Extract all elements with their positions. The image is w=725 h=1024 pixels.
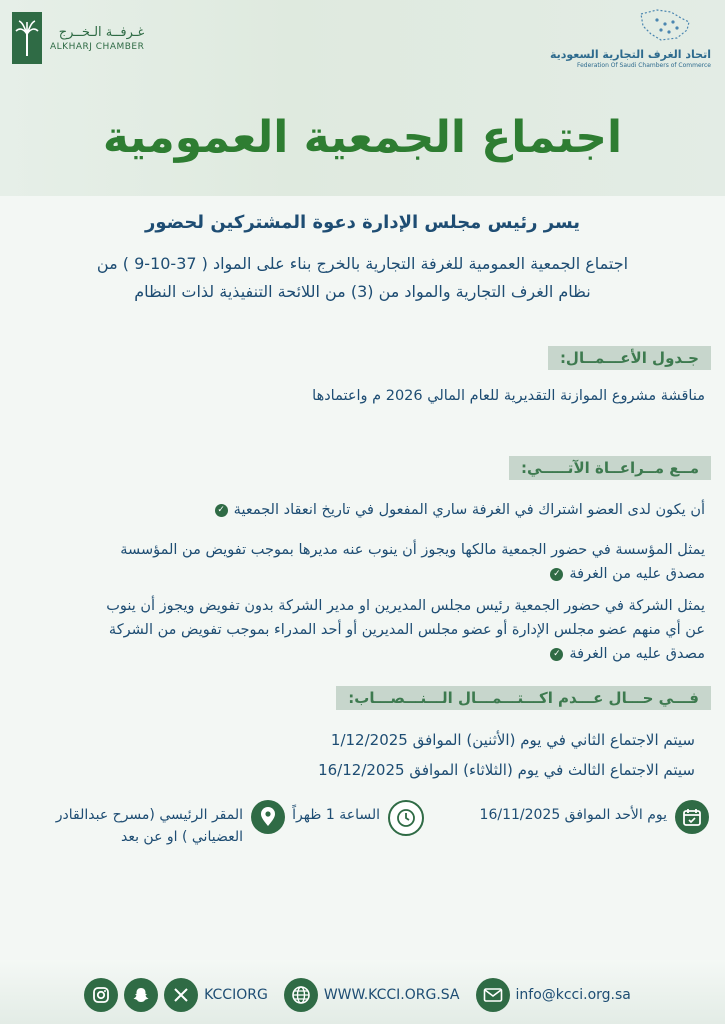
location-pin-icon [251, 800, 285, 834]
requirement-1-text: أن يكون لدى العضو اشتراك في الغرفة ساري المفعول في تاريخ انعقاد الجمعية [233, 502, 705, 518]
clock-icon [388, 800, 424, 836]
federation-logo [511, 8, 711, 69]
requirement-3-line-1: يمثل الشركة في حضور الجمعية رئيس مجلس المديرين او مدير الشركة بدون تفويض ويجوز أن ينوب [106, 598, 705, 614]
logo-english-name: ALKHARJ CHAMBER [50, 41, 145, 52]
requirement-3-line-3: مصدق عليه من الغرفة✓ [20, 642, 705, 666]
check-icon: ✓ [215, 504, 228, 517]
x-twitter-icon[interactable] [164, 978, 198, 1012]
requirement-1 [20, 498, 705, 522]
snapchat-icon[interactable] [124, 978, 158, 1012]
check-icon: ✓ [550, 568, 563, 581]
agenda-heading: جـدول الأعـــمــال: [548, 346, 711, 370]
instagram-icon[interactable] [84, 978, 118, 1012]
quorum-line-2: سيتم الاجتماع الثالث في يوم (الثلاثاء) الموافق 16/12/2025 [318, 761, 695, 779]
email-icon [476, 978, 510, 1012]
invitation-headline: يسر رئيس مجلس الإدارة دعوة المشتركين لحضور [144, 212, 581, 233]
meeting-time-text: الساعة 1 ظهراً [292, 807, 380, 823]
meeting-time [292, 800, 424, 836]
check-icon: ✓ [550, 648, 563, 661]
logo-arabic-name: غـرفــة الـخــرج [58, 24, 145, 40]
email-link[interactable]: info@kcci.org.sa [515, 987, 631, 1003]
federation-arabic-name: اتحاد الغرف التجارية السعودية [549, 48, 711, 61]
social-handle[interactable]: KCCIORG [204, 987, 268, 1003]
meeting-date [480, 800, 709, 834]
requirement-2 [20, 538, 705, 586]
quorum-line-1: سيتم الاجتماع الثاني في يوم (الأثنين) الموافق 1/12/2025 [330, 731, 695, 749]
requirement-2-line-2: مصدق عليه من الغرفة✓ [20, 562, 705, 586]
page-title: اجتماع الجمعية العمومية [102, 112, 623, 163]
contact-footer [78, 973, 647, 1017]
meeting-location [56, 800, 285, 848]
saudi-map-icon [637, 8, 693, 42]
meeting-date-text: يوم الأحد الموافق 16/11/2025 [479, 807, 667, 823]
requirement-3 [20, 594, 705, 666]
globe-icon [284, 978, 318, 1012]
requirement-3-line-2: عن أي منهم عضو مجلس الإدارة أو عضو مجلس المديرين أو أحد المدراء بموجب تفويض من الشركة [108, 622, 705, 638]
meeting-location-text: المقر الرئيسي (مسرح عبدالقادر العضياني ) او عن بعد [55, 807, 243, 845]
palm-logo-icon [12, 12, 42, 64]
website-link[interactable]: WWW.KCCI.ORG.SA [323, 987, 460, 1003]
invitation-text [30, 250, 695, 306]
alkharj-chamber-logo [12, 12, 144, 64]
federation-english-name: Federation Of Saudi Chambers of Commerce [576, 62, 711, 69]
requirement-2-line-1: يمثل المؤسسة في حضور الجمعية مالكها ويجوز أن ينوب عنه مديرها بموجب تفويض من المؤسسة [120, 542, 705, 558]
agenda-item: مناقشة مشروع الموازنة التقديرية للعام المالي 2026 م واعتمادها [312, 388, 705, 404]
invitation-line-2: نظام الغرف التجارية والمواد من (3) من اللائحة التنفيذية لذات النظام [134, 282, 591, 301]
invitation-line-1: اجتماع الجمعية العمومية للغرفة التجارية بالخرج بناء على المواد ( 37-10-9 ) من [96, 254, 629, 273]
requirements-heading: مــع مــراعــاة الآتـــــي: [509, 456, 711, 480]
quorum-heading: فـــي حـــال عـــدم اكـــتـــمـــال الـــنـــصـــاب: [336, 686, 711, 710]
meeting-details [16, 800, 709, 860]
calendar-icon [675, 800, 709, 834]
